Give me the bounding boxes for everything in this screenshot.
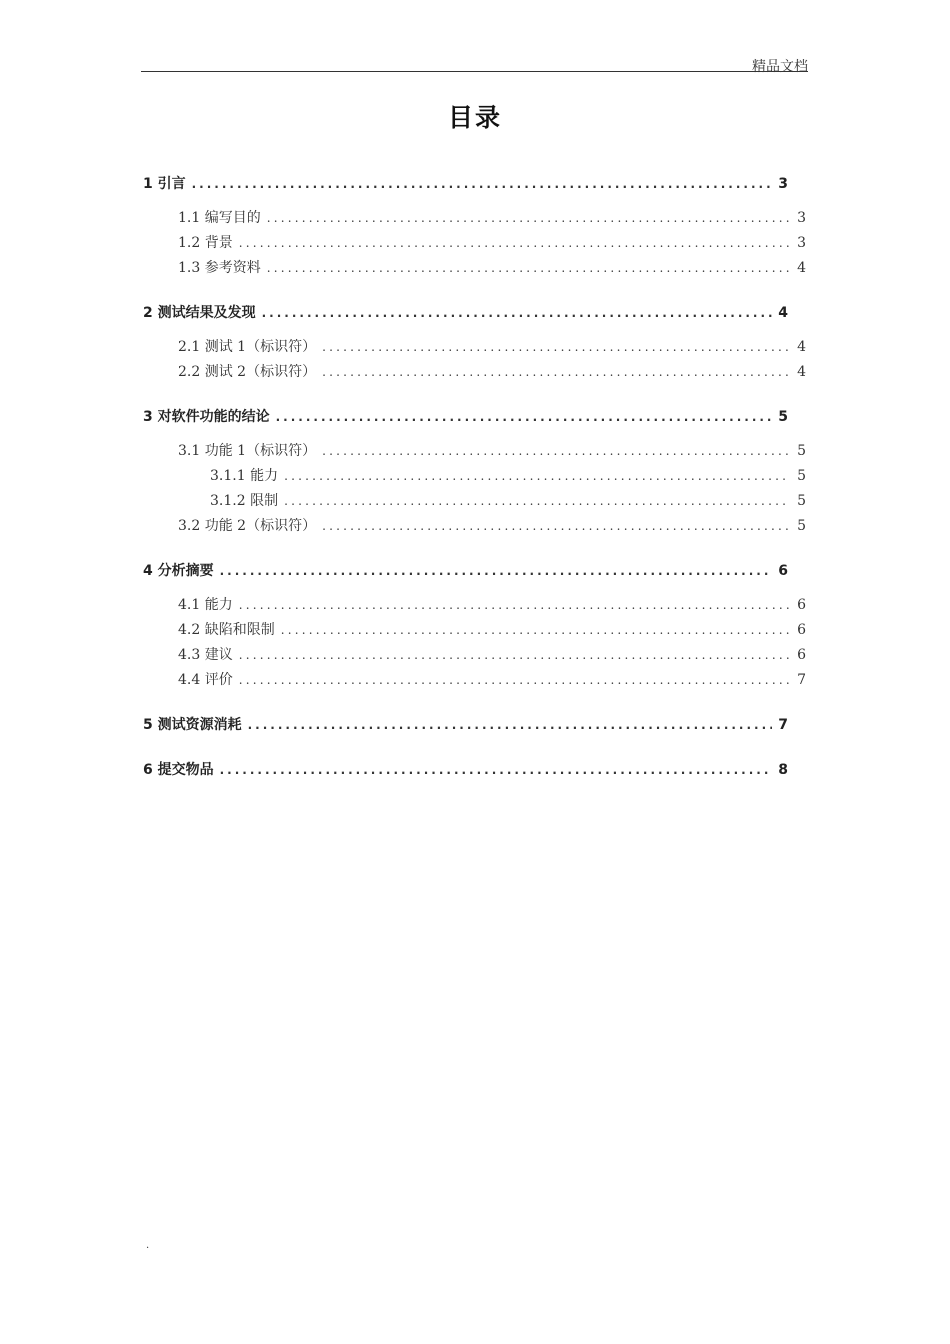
toc-entry[interactable]	[178, 620, 806, 640]
toc-leader-dots	[239, 645, 790, 665]
toc-entry-page: 5	[797, 468, 806, 484]
toc-leader-dots	[322, 337, 790, 357]
toc-entry-label: 3.1.2 限制	[210, 493, 279, 509]
toc-entry[interactable]	[178, 208, 806, 228]
toc-leader-dots	[239, 233, 790, 253]
toc-entry[interactable]	[178, 441, 806, 461]
toc-entry-page: 6	[797, 647, 806, 663]
toc-entry-label: 1.3 参考资料	[178, 260, 261, 276]
toc-leader-dots	[239, 670, 790, 690]
page-title: 目录	[447, 103, 502, 132]
toc-entry[interactable]	[210, 491, 806, 511]
toc-leader-dots	[239, 595, 790, 615]
toc-entry-label: 1 引言	[143, 176, 186, 192]
toc-leader-dots	[284, 466, 790, 486]
toc-entry-label: 4.1 能力	[178, 597, 233, 613]
toc-entry[interactable]	[178, 258, 806, 278]
toc-entry-page: 6	[797, 597, 806, 613]
toc-entry-label: 3 对软件功能的结论	[143, 409, 270, 425]
toc-entry[interactable]	[178, 595, 806, 615]
toc-leader-dots	[262, 303, 772, 323]
toc-entry-page: 4	[778, 305, 788, 321]
toc-leader-dots	[281, 620, 790, 640]
toc-leader-dots	[322, 441, 790, 461]
toc-entry-page: 4	[797, 364, 806, 380]
toc-entry-label: 3.1 功能 1（标识符）	[178, 443, 317, 459]
toc-entry-page: 4	[797, 339, 806, 355]
toc-entry-page: 3	[778, 176, 788, 192]
toc-entry-label: 2.1 测试 1（标识符）	[178, 339, 317, 355]
toc-entry-page: 7	[797, 672, 806, 688]
toc-entry-label: 2.2 测试 2（标识符）	[178, 364, 317, 380]
toc-entry-page: 5	[797, 443, 806, 459]
toc-leader-dots	[220, 561, 772, 581]
toc-entry-label: 4.4 评价	[178, 672, 233, 688]
toc-entry-page: 5	[778, 409, 788, 425]
toc-entry[interactable]	[178, 516, 806, 536]
toc-entry[interactable]	[143, 174, 788, 194]
toc-entry-page: 7	[778, 717, 788, 733]
toc-entry-page: 4	[797, 260, 806, 276]
toc-entry-label: 4.2 缺陷和限制	[178, 622, 275, 638]
toc-entry-label: 1.1 编写目的	[178, 210, 261, 226]
toc-entry[interactable]	[210, 466, 806, 486]
toc-leader-dots	[267, 258, 790, 278]
toc-entry-label: 3.2 功能 2（标识符）	[178, 518, 317, 534]
toc-leader-dots	[220, 760, 772, 780]
toc-entry-label: 1.2 背景	[178, 235, 233, 251]
toc-leader-dots	[192, 174, 772, 194]
toc-entry-page: 5	[797, 518, 806, 534]
toc-entry-page: 3	[797, 235, 806, 251]
toc-entry[interactable]	[143, 303, 788, 323]
toc-entry-label: 6 提交物品	[143, 762, 214, 778]
toc-entry[interactable]	[178, 337, 806, 357]
toc-leader-dots	[276, 407, 772, 427]
toc-entry-page: 8	[778, 762, 788, 778]
toc-leader-dots	[267, 208, 790, 228]
toc-entry-label: 4.3 建议	[178, 647, 233, 663]
toc-leader-dots	[322, 516, 790, 536]
toc-entry-page: 5	[797, 493, 806, 509]
toc-entry[interactable]	[178, 670, 806, 690]
toc-entry-page: 6	[778, 563, 788, 579]
toc-entry-label: 3.1.1 能力	[210, 468, 279, 484]
toc-entry[interactable]	[143, 715, 788, 735]
toc-entry-label: 5 测试资源消耗	[143, 717, 242, 733]
toc-entry[interactable]	[143, 561, 788, 581]
footer-mark: .	[146, 1240, 150, 1251]
page-header-text: 精品文档	[752, 59, 808, 75]
toc-entry-page: 6	[797, 622, 806, 638]
toc-entry[interactable]	[178, 645, 806, 665]
toc-entry-label: 2 测试结果及发现	[143, 305, 256, 321]
toc-entry[interactable]	[178, 233, 806, 253]
toc-entry-label: 4 分析摘要	[143, 563, 214, 579]
toc-leader-dots	[284, 491, 790, 511]
toc-entry[interactable]	[143, 760, 788, 780]
toc-entry-page: 3	[797, 210, 806, 226]
toc-leader-dots	[248, 715, 772, 735]
toc-entry[interactable]	[143, 407, 788, 427]
toc-entry[interactable]	[178, 362, 806, 382]
toc-leader-dots	[322, 362, 790, 382]
